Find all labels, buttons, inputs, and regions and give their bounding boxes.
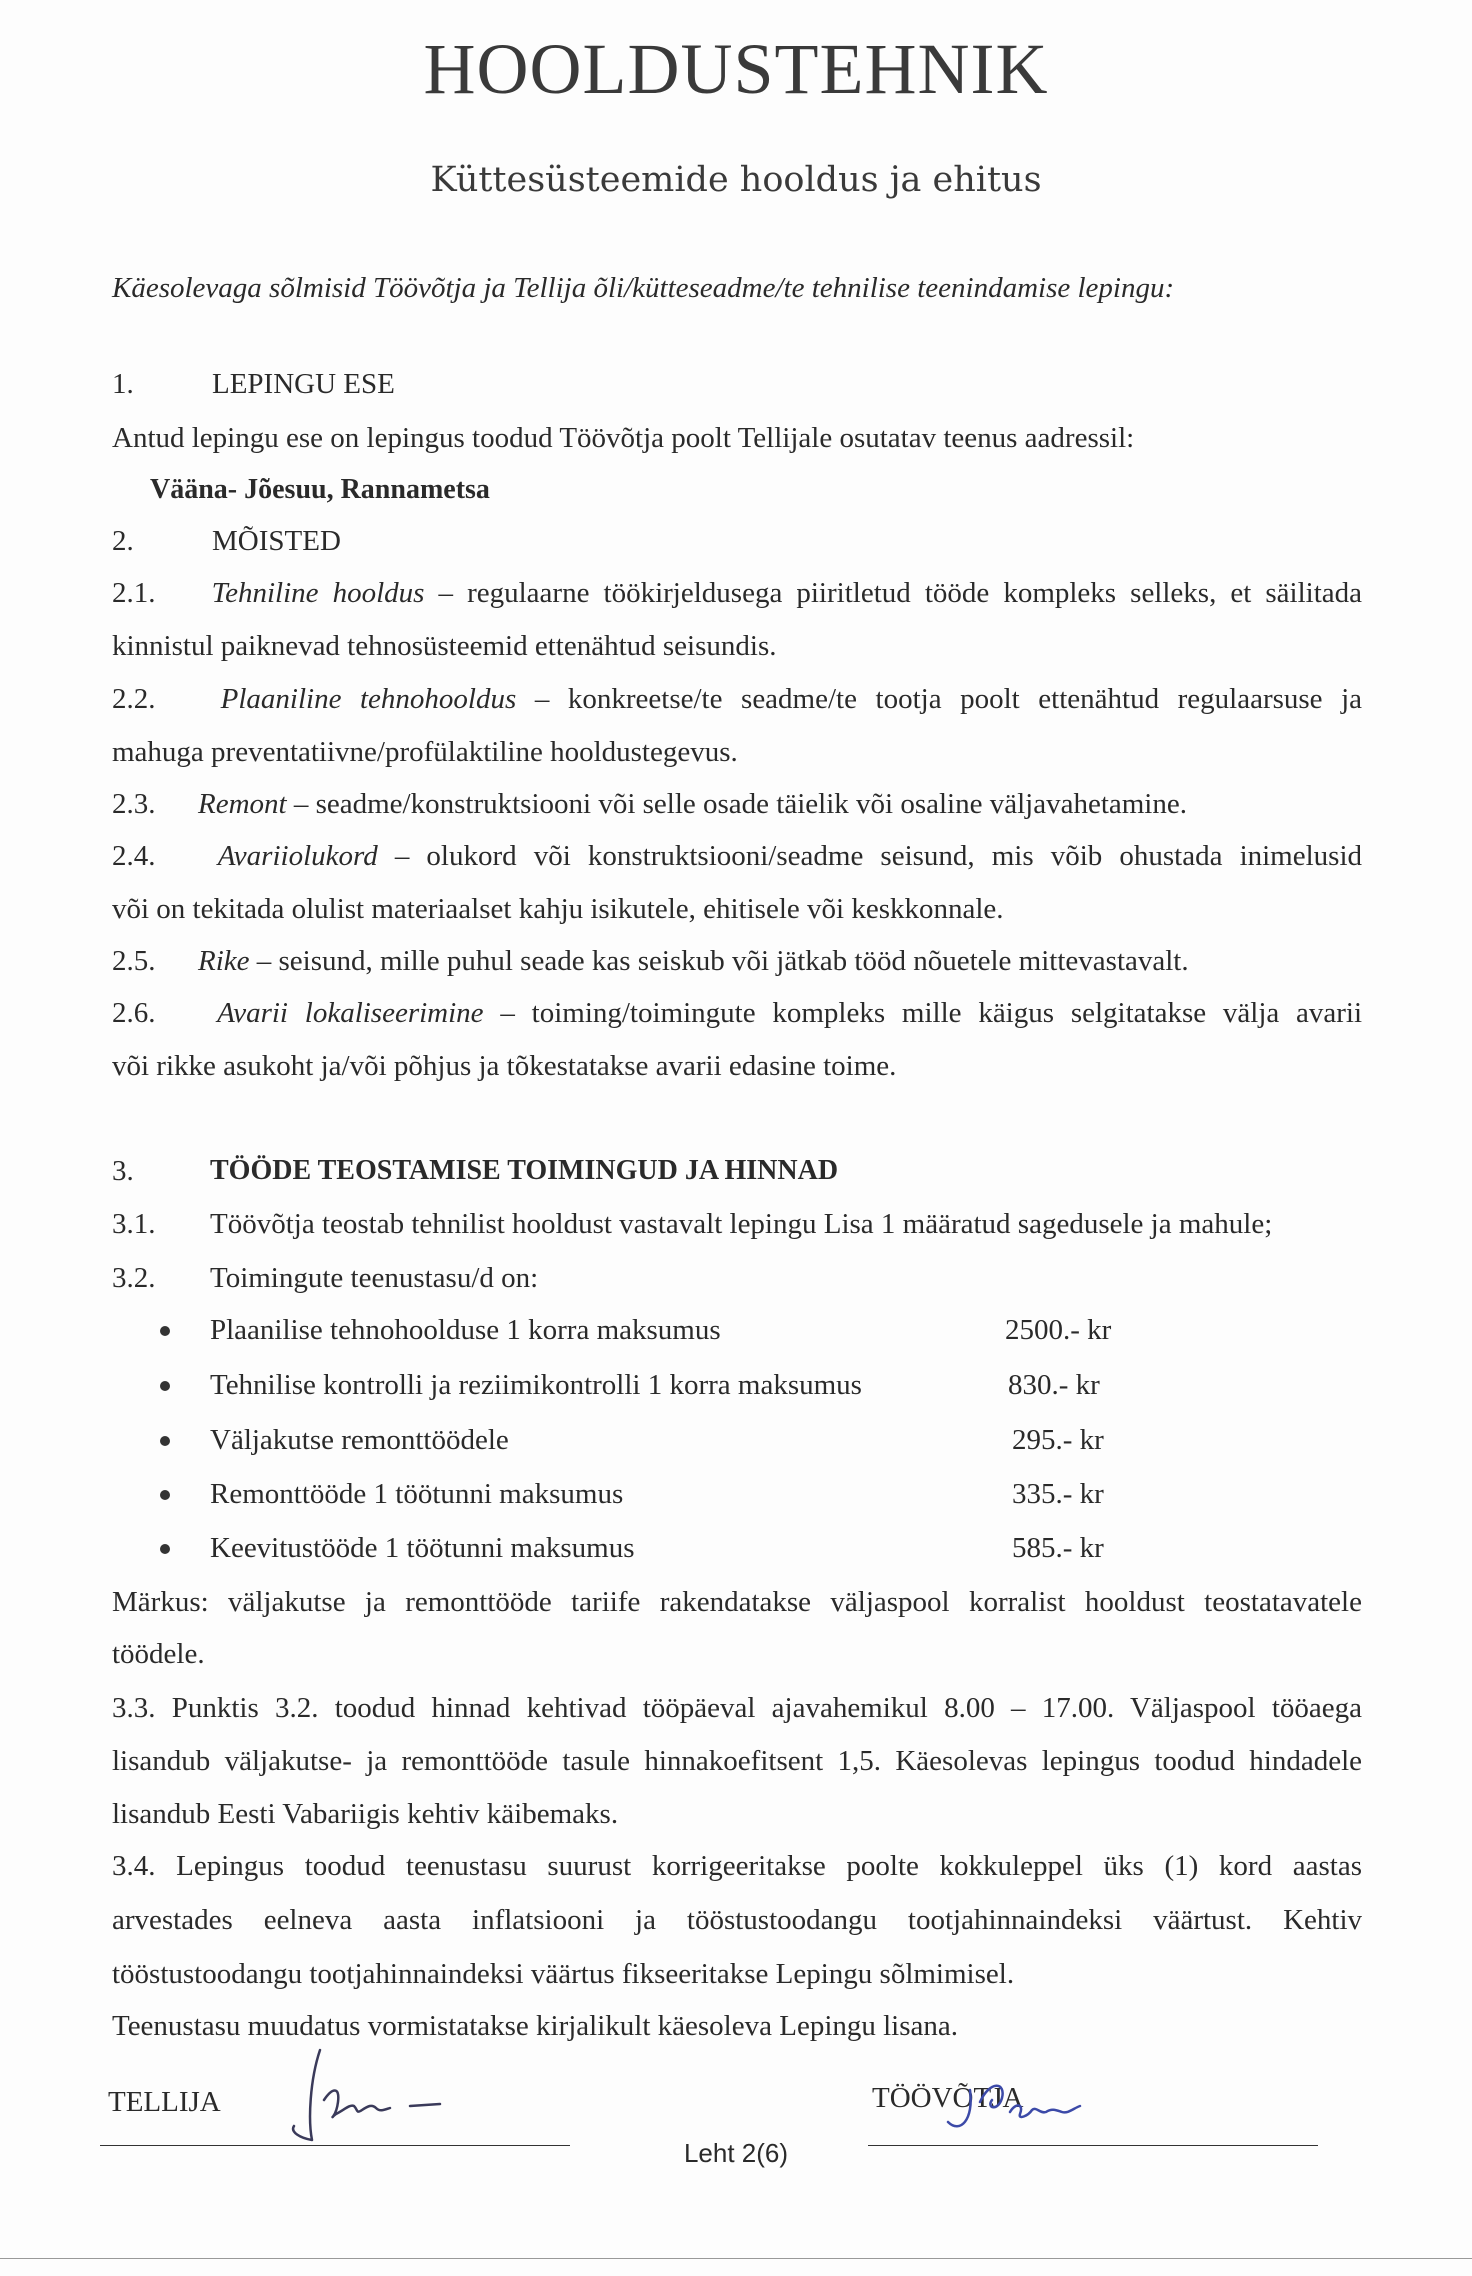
note-line2: töödele. [112,1638,205,1670]
definition-text: – olukord või konstruktsiooni/seadme seisund, mis võib ohustada inimelusid [394,840,1363,872]
price-value: 295.- kr [1012,1424,1104,1456]
section3-title: TÖÖDE TEOSTAMISE TOIMINGUD JA HINNAD [210,1155,839,1186]
definition-term: Remont [198,788,287,820]
price-label: Väljakutse remonttöödele [210,1424,509,1456]
p34-line1: 3.4. Lepingus toodud teenustasu suurust korrigeeritakse poolte kokkuleppel üks (1) kord aastas [112,1850,1362,1882]
definition-2-3 [112,788,1187,821]
price-value: 585.- kr [1012,1532,1104,1564]
price-value: 335.- kr [1012,1478,1104,1510]
definition-2-6-line1 [112,997,1362,1030]
definition-2-2-line2: mahuga preventatiivne/profülaktiline hooldustegevus. [112,736,738,768]
definition-text: – konkreetse/te seadme/te tootja poolt ettenähtud regulaarsuse ja [534,683,1363,715]
price-label: Tehnilise kontrolli ja reziimikontrolli 1 korra maksumus [210,1369,862,1401]
p31-text: Töövõtja teostab tehnilist hooldust vastavalt lepingu Lisa 1 määratud sagedusele ja mahule; [210,1208,1273,1240]
p34-line2: arvestades eelneva aasta inflatsiooni ja tööstustoodangu tootjahinnaindeksi väärtust. Kehtiv [112,1904,1362,1936]
page-number: Leht 2(6) [683,2138,789,2168]
definition-2-2-line1 [112,683,1362,716]
definition-2-4-line1 [112,840,1362,873]
definition-2-4-line2: või on tekitada olulist materiaalset kahju isikutele, ehitisele või keskkonnale. [112,893,1004,925]
section2-number: 2. [112,525,134,557]
definition-number: 2.5. [112,945,156,977]
definition-term: Tehniline hooldus [211,577,425,609]
p34-line4: Teenustasu muudatus vormistatakse kirjalikult käesoleva Lepingu lisana. [112,2010,959,2042]
p32-text: Toimingute teenustasu/d on: [210,1262,539,1294]
definition-number: 2.6. [112,997,156,1029]
price-label: Remonttööde 1 töötunni maksumus [210,1478,624,1510]
section1-number: 1. [112,368,134,400]
section1-text: Antud lepingu ese on lepingus toodud Töövõtja poolt Tellijale osutatav teenus aadressil: [112,422,1135,454]
contractor-signature [940,2050,1140,2140]
definition-2-1-line1 [112,577,1362,610]
p33-line2: lisandub väljakutse- ja remonttööde tasule hinnakoefitsent 1,5. Käesolevas lepingus toodud hindadele [112,1745,1362,1777]
definition-text: – regulaarne töökirjeldusega piiritletud tööde kompleks selleks, et säilitada [438,577,1363,609]
note-line1: Märkus: väljakutse ja remonttööde tariife rakendatakse väljaspool korralist hooldust teostatavatele [112,1586,1362,1618]
bullet-icon [160,1490,170,1500]
intro-text: Käesolevaga sõlmisid Töövõtja ja Tellija õli/kütteseadme/te tehnilise teenindamise lepingu: [112,272,1175,304]
p33-line1: 3.3. Punktis 3.2. toodud hinnad kehtivad tööpäeval ajavahemikul 8.00 – 17.00. Väljaspool tööaega [112,1692,1362,1724]
definition-term: Avarii lokaliseerimine [217,997,484,1029]
client-signature [280,2040,460,2150]
section1-title: LEPINGU ESE [212,368,395,400]
section2-title: MÕISTED [212,525,341,557]
definition-number: 2.3. [112,788,156,820]
price-label: Keevitustööde 1 töötunni maksumus [210,1532,635,1564]
price-label: Plaanilise tehnohoolduse 1 korra maksumus [210,1314,721,1346]
document-subtitle: Küttesüsteemide hooldus ja ehitus [430,160,1042,200]
definition-text: – toiming/toimingute kompleks mille käigus selgitatakse välja avarii [500,997,1363,1029]
definition-number: 2.1. [112,577,156,609]
definition-text: – seadme/konstruktsiooni või selle osade täielik või osaline väljavahetamine. [293,788,1187,820]
bullet-icon [160,1381,170,1391]
section3-number: 3. [112,1155,134,1187]
price-value: 830.- kr [1008,1369,1100,1401]
p31-number: 3.1. [112,1208,156,1240]
p32-number: 3.2. [112,1262,156,1294]
definition-2-5 [112,945,1189,978]
page-bottom-rule [0,2258,1472,2259]
definition-number: 2.4. [112,840,156,872]
p33-line3: lisandub Eesti Vabariigis kehtiv käibemaks. [112,1798,619,1830]
definition-term: Plaaniline tehnohooldus [220,683,517,715]
p34-line3: tööstustoodangu tootjahinnaindeksi väärtus fikseeritakse Lepingu sõlmimisel. [112,1958,1015,1990]
bullet-icon [160,1436,170,1446]
definition-text: – seisund, mille puhul seade kas seiskub või jätkab tööd nõuetele mittevastavalt. [256,945,1189,977]
definition-2-1-line2: kinnistul paiknevad tehnosüsteemid ettenähtud seisundis. [112,630,777,662]
definition-2-6-line2: või rikke asukoht ja/või põhjus ja tõkestatakse avarii edasine toime. [112,1050,897,1082]
contractor-signature-label: TÖÖVÕTJA [872,2082,1024,2114]
bullet-icon [160,1544,170,1554]
definition-number: 2.2. [112,683,156,715]
bullet-icon [160,1326,170,1336]
definition-term: Rike [198,945,250,977]
document-title: HOOLDUSTEHNIK [423,29,1049,109]
section1-address: Vääna- Jõesuu, Rannametsa [150,474,490,505]
price-value: 2500.- kr [1005,1314,1112,1346]
client-signature-label: TELLIJA [108,2086,221,2118]
definition-term: Avariiolukord [217,840,378,872]
